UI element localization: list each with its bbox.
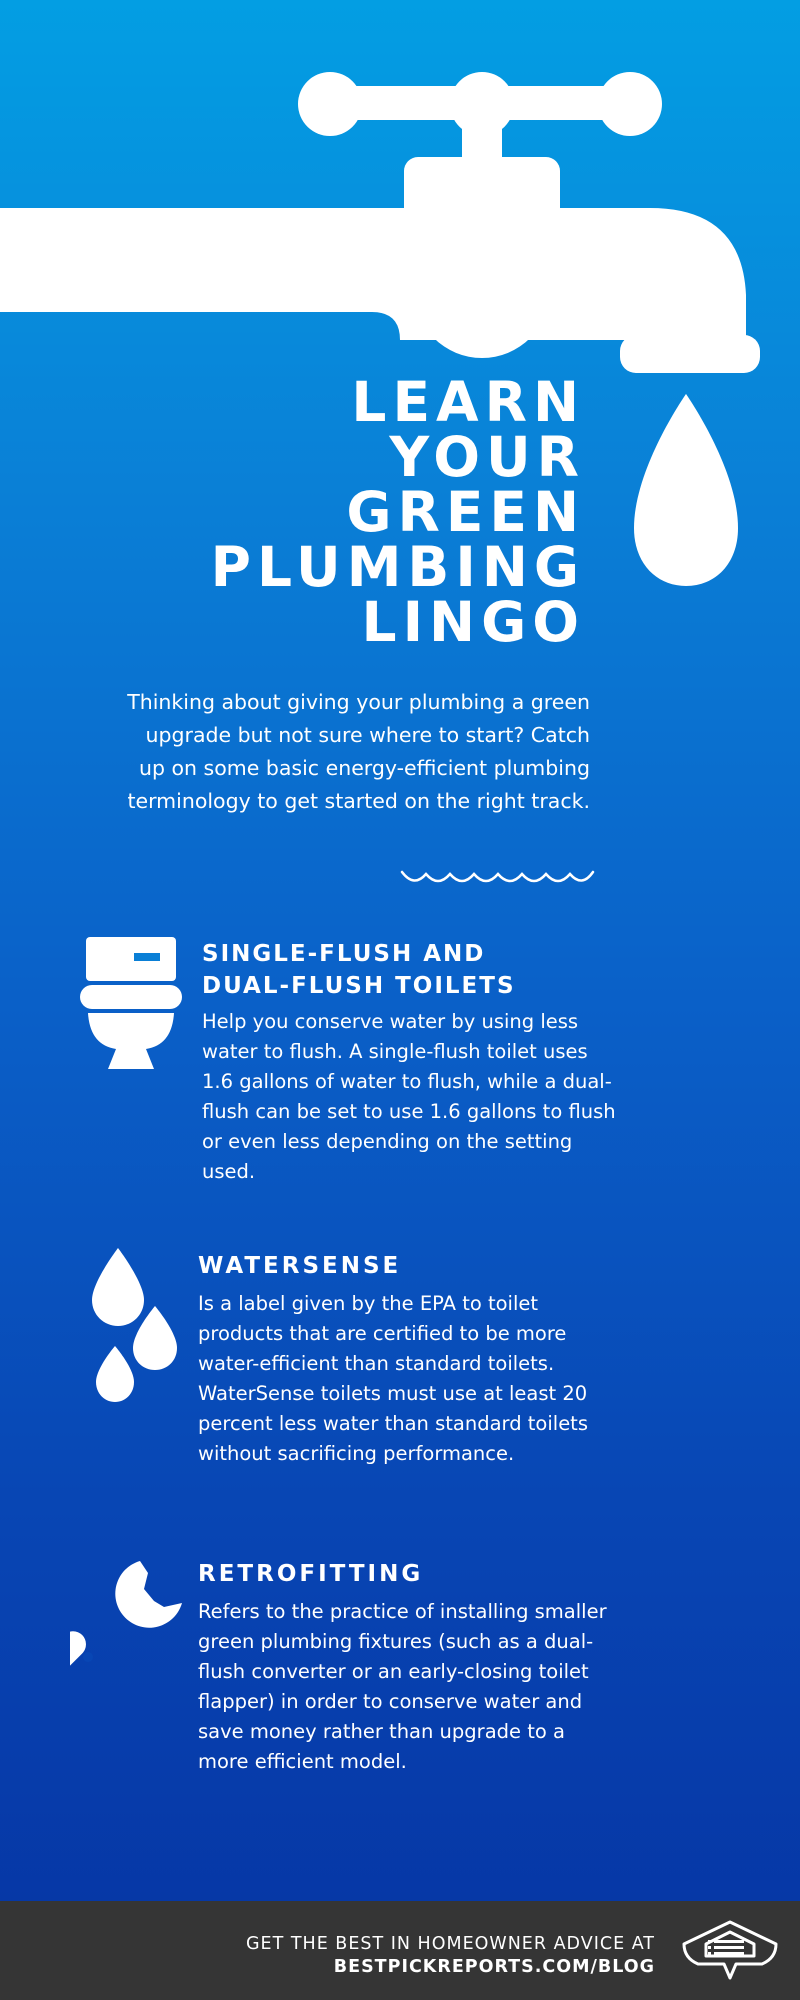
section-body: Refers to the practice of installing smaller green plumbing fixtures (such as a dual-flush converter or an early-closing toilet flapper) in order to conserve water and save money rather than upgrade to a more efficient model. [198, 1600, 607, 1773]
section-retrofitting [0, 1553, 800, 1813]
heading-line: WATERSENSE [198, 1253, 402, 1279]
title-line: YOUR [389, 425, 585, 489]
toilet-icon [80, 937, 182, 1072]
page-title [210, 370, 585, 654]
footer-link[interactable]: BESTPICKREPORTS.COM/BLOG [333, 1957, 655, 1977]
section-heading [198, 1250, 401, 1282]
intro-text: Thinking about giving your plumbing a green upgrade but not sure where to start? Catch up on some basic energy-efficient plumbing terminology to get started on the right track. [127, 690, 590, 813]
section-watersense [0, 1245, 800, 1505]
footer-tagline: GET THE BEST IN HOMEOWNER ADVICE AT [245, 1934, 655, 1954]
section-heading [198, 1558, 423, 1590]
section-toilets [0, 930, 800, 1200]
wrench-icon [70, 1559, 185, 1674]
footer-text [246, 1933, 655, 1979]
heading-line: DUAL-FLUSH TOILETS [202, 973, 516, 999]
section-body: Is a label given by the EPA to toilet products that are certified to be more water-efficient than standard toilets. WaterSense toilets must use at least 20 percent less water than standard toilets without sacrificing performance. [198, 1292, 588, 1465]
footer [0, 1901, 800, 2000]
house-logo-icon[interactable] [678, 1918, 782, 1984]
water-drop-icon [634, 394, 738, 586]
section-body: Help you conserve water by using less water to flush. A single-flush toilet uses 1.6 gallons of water to flush, while a dual-flush can be set to use 1.6 gallons to flush or even less depending on the setting used. [202, 1010, 616, 1183]
title-line: LINGO [361, 590, 585, 654]
section-heading [202, 938, 516, 1002]
heading-line: SINGLE-FLUSH AND [202, 941, 486, 967]
title-line: PLUMBING [210, 535, 585, 599]
heading-line: RETROFITTING [198, 1561, 424, 1587]
wave-divider-icon [400, 868, 595, 892]
title-line: GREEN [346, 480, 585, 544]
water-drops-icon [90, 1248, 180, 1403]
title-line: LEARN [351, 370, 585, 434]
